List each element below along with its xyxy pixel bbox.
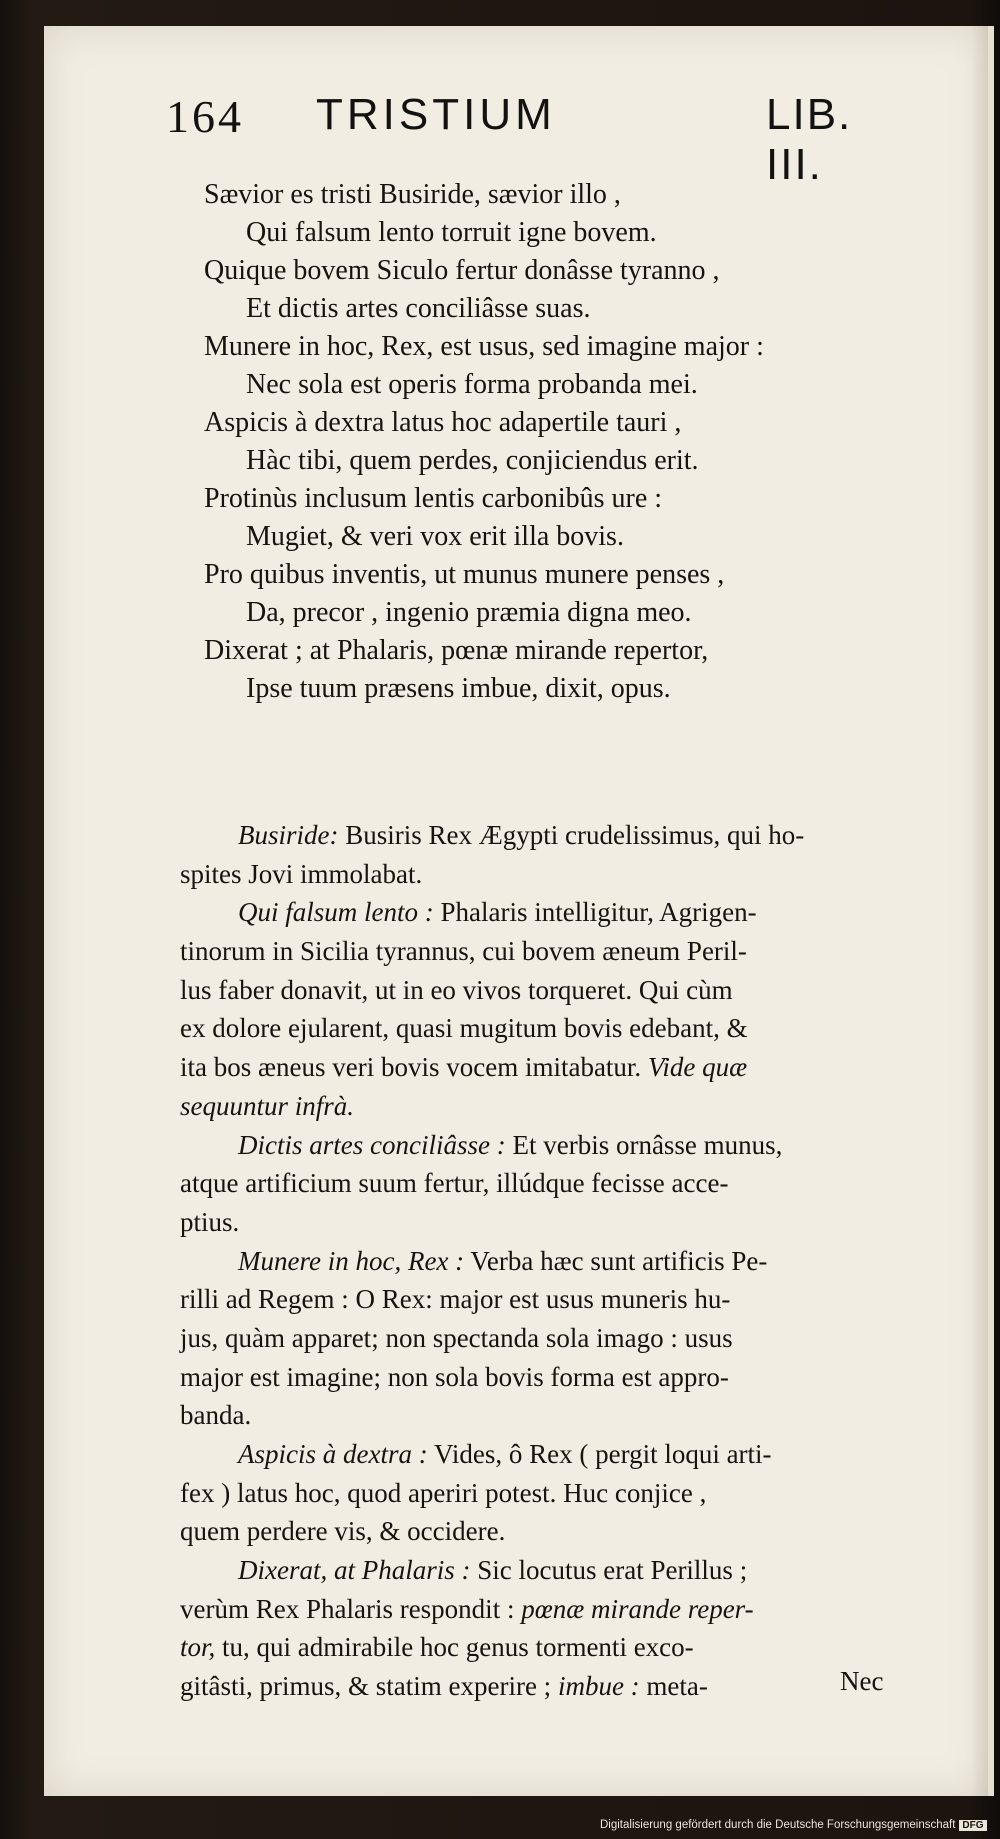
verse-line: Da, precor , ingenio præmia digna meo. (246, 597, 692, 628)
commentary-line (180, 1048, 940, 1087)
lemma: tor, (180, 1632, 216, 1663)
running-title: TRISTIUM (316, 90, 556, 139)
commentary-text: spites Jovi immolabat. (180, 858, 423, 889)
commentary-line (180, 816, 940, 855)
commentary-line (180, 1009, 940, 1048)
verse-line: Mugiet, & veri vox erit illa bovis. (246, 521, 624, 552)
commentary-text: Phalaris intelligitur, Agrigen- (433, 897, 757, 928)
page-number: 164 (166, 91, 244, 142)
commentary-text: Verba hæc sunt artificis Pe- (464, 1245, 768, 1276)
commentary-line (180, 1319, 940, 1358)
dfg-logo: DFG (959, 1820, 986, 1831)
verse-line: Protinùs inclusum lentis carbonibûs ure : (204, 483, 663, 514)
commentary-line (180, 1396, 940, 1435)
commentary-text: lus faber donavit, ut in eo vivos torqueret. Qui cùm (180, 974, 733, 1005)
commentary-line (180, 1280, 940, 1319)
commentary-text: quem perdere vis, & occidere. (180, 1516, 506, 1547)
running-header (166, 78, 866, 189)
verse-line: Aspicis à dextra latus hoc adapertile tauri , (204, 407, 682, 438)
italic-quotation: Vide quæ (641, 1052, 748, 1083)
commentary-line (180, 1512, 940, 1551)
verse-line: Dixerat ; at Phalaris, pœnæ mirande repertor, (204, 635, 709, 666)
lemma: Busiride: (238, 820, 339, 850)
lemma: Aspicis à dextra : (238, 1439, 428, 1469)
catchword: Nec (840, 1666, 884, 1696)
italic-quotation: imbue : (551, 1671, 640, 1702)
commentary-block (180, 816, 940, 1706)
commentary-line (180, 855, 940, 894)
commentary-line (180, 1474, 940, 1513)
commentary-line (180, 932, 940, 971)
commentary-text: fex ) latus hoc, quod aperiri potest. Huc conjice , (180, 1477, 707, 1508)
commentary-text: banda. (180, 1400, 252, 1431)
lemma: Qui falsum lento : (238, 897, 434, 928)
verse-line: Munere in hoc, Rex, est usus, sed imagine major : (204, 331, 764, 362)
verse-block (204, 176, 904, 708)
commentary-text: tu, qui admirabile hoc genus tormenti exco- (215, 1632, 694, 1663)
italic-quotation: sequuntur infrà. (180, 1090, 355, 1121)
commentary-line (180, 1667, 940, 1706)
commentary-line (180, 1164, 940, 1203)
verse-line: Sævior es tristi Busiride, sævior illo , (204, 179, 621, 210)
commentary-line (180, 1087, 940, 1126)
verse-line: Ipse tuum præsens imbue, dixit, opus. (246, 673, 671, 704)
commentary-text: Vides, ô Rex ( pergit loqui arti- (427, 1439, 772, 1469)
credit-text: Digitalisierung gefördert durch die Deutsche Forschungsgemeinschaft (600, 1819, 956, 1831)
verse-line: Pro quibus inventis, ut munus munere penses , (204, 559, 725, 590)
commentary-line (180, 1551, 940, 1590)
verse-line: Et dictis artes conciliâsse suas. (246, 293, 591, 324)
lemma: Dixerat, at Phalaris : (238, 1555, 471, 1586)
italic-quotation: pœnæ mirande reper- (514, 1593, 754, 1624)
commentary-text: gitâsti, primus, & statim experire ; (180, 1671, 552, 1702)
book-number: LIB. III. (766, 90, 853, 189)
commentary-line (180, 1590, 940, 1629)
page-edge-shadow (970, 26, 988, 1796)
verse-line: Quique bovem Siculo fertur donâsse tyranno , (204, 255, 720, 286)
commentary-text: meta- (639, 1671, 708, 1702)
digitization-credit (600, 1819, 996, 1837)
commentary-line (180, 1628, 940, 1667)
commentary-line (180, 1242, 940, 1281)
commentary-line (180, 1203, 940, 1242)
commentary-text: Busiris Rex Ægypti crudelissimus, qui ho- (338, 820, 805, 850)
commentary-text: rilli ad Regem : O Rex: major est usus muneris hu- (180, 1284, 731, 1315)
commentary-text: major est imagine; non sola bovis forma est appro- (180, 1361, 729, 1392)
commentary-text: tinorum in Sicilia tyrannus, cui bovem æneum Peril- (180, 936, 747, 967)
verse-line: Qui falsum lento torruit igne bovem. (246, 217, 657, 248)
commentary-text: jus, quàm apparet; non spectanda sola imago : usus (180, 1322, 733, 1353)
commentary-text: ptius. (180, 1206, 240, 1237)
commentary-text: Et verbis ornâsse munus, (505, 1129, 783, 1160)
commentary-line (180, 1126, 940, 1165)
commentary-text: ex dolore ejularent, quasi mugitum bovis edebant, & (180, 1013, 748, 1044)
lemma: Dictis artes conciliâsse : (238, 1129, 506, 1160)
commentary-text: ita bos æneus veri bovis vocem imitabatur. (180, 1052, 642, 1083)
commentary-text: verùm Rex Phalaris respondit : (180, 1593, 515, 1624)
commentary-text: Sic locutus erat Perillus ; (470, 1555, 748, 1586)
lemma: Munere in hoc, Rex : (238, 1245, 465, 1276)
verse-line: Hàc tibi, quem perdes, conjiciendus erit. (246, 445, 699, 476)
verse-line: Nec sola est operis forma probanda mei. (246, 369, 698, 400)
commentary-line (180, 971, 940, 1010)
commentary-text: atque artificium suum fertur, illúdque fecisse acce- (180, 1168, 729, 1199)
commentary-line (180, 893, 940, 932)
commentary-line (180, 1435, 940, 1474)
commentary-line (180, 1358, 940, 1397)
